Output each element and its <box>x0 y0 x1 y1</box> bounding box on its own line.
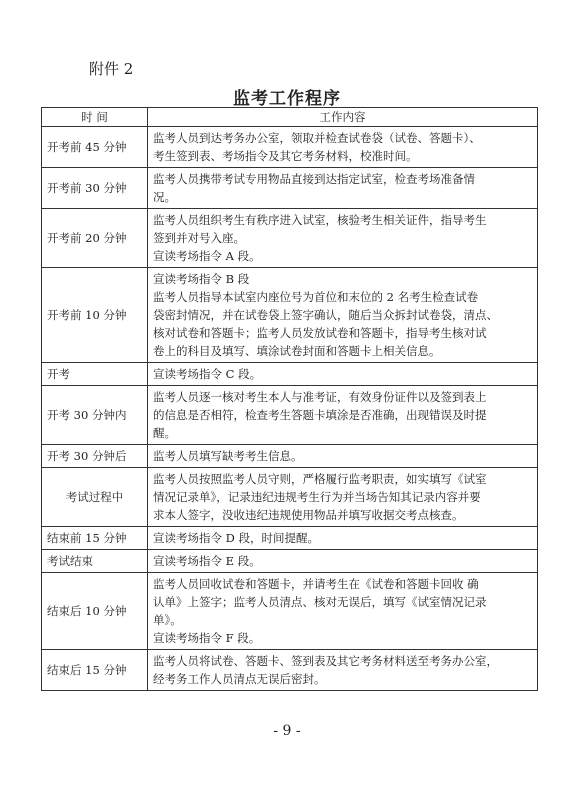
content-cell <box>148 527 538 550</box>
table-row <box>42 468 538 527</box>
content-line: 监考人员指导本试室内座位号为首位和末位的 2 名考生检查试卷 <box>153 290 479 304</box>
content-cell <box>148 445 538 468</box>
content-line: 核对试卷和答题卡；监考人员发放试卷和答题卡，指导考生核对试 <box>153 326 487 340</box>
content-line: 认单》上签字；监考人员清点、核对无误后，填写《试室情况记录 <box>153 595 487 609</box>
content-line: 监考人员回收试卷和答题卡，并请考生在《试卷和答题卡回收 确 <box>153 577 479 591</box>
time-cell: 开考前 20 分钟 <box>42 209 148 268</box>
content-line: 经考务工作人员清点无误后密封。 <box>153 672 326 686</box>
content-line: 考生签到表、考场指令及其它考务材料，校准时间。 <box>153 149 418 163</box>
content-line: 宣读考场指令 F 段。 <box>153 631 261 645</box>
content-line: 监考人员到达考务办公室，领取并检查试卷袋（试卷、答题卡）、 <box>153 131 481 145</box>
content-line: 监考人员逐一核对考生本人与准考证，有效身份证件以及签到表上 <box>153 390 487 404</box>
time-cell: 开考前 30 分钟 <box>42 168 148 209</box>
column-header-content: 工作内容 <box>148 108 538 127</box>
content-cell <box>148 127 538 168</box>
time-cell: 开考 30 分钟后 <box>42 445 148 468</box>
content-line: 况。 <box>153 190 176 204</box>
table-row <box>42 363 538 386</box>
content-line: 宣读考场指令 A 段。 <box>153 249 261 263</box>
table-row <box>42 550 538 573</box>
content-line: 宣读考场指令 C 段。 <box>153 367 262 381</box>
content-line: 监考人员将试卷、答题卡、签到表及其它考务材料送至考务办公室， <box>153 654 498 668</box>
time-cell: 考试结束 <box>42 550 148 573</box>
content-line: 宣读考场指令 D 段，时间提醒。 <box>153 531 320 545</box>
content-line: 监考人员携带考试专用物品直接到达指定试室，检查考场准备情 <box>153 172 475 186</box>
table-row <box>42 445 538 468</box>
page-number: - 9 - <box>273 723 301 739</box>
content-cell <box>148 468 538 527</box>
time-cell: 结束前 15 分钟 <box>42 527 148 550</box>
content-line: 单》。 <box>153 613 182 627</box>
content-line: 求本人签字，没收违纪违规使用物品并填写收据交考点核查。 <box>153 508 464 522</box>
table-row <box>42 127 538 168</box>
attachment-label: 附件 2 <box>89 60 134 78</box>
content-cell <box>148 363 538 386</box>
table-row <box>42 650 538 691</box>
table-body <box>42 127 538 691</box>
table-row <box>42 209 538 268</box>
content-cell <box>148 268 538 363</box>
document-title: 监考工作程序 <box>233 89 341 109</box>
content-line: 监考人员组织考生有秩序进入试室，核验考生相关证件，指导考生 <box>153 213 487 227</box>
content-line: 宣读考场指令 E 段。 <box>153 554 261 568</box>
content-cell <box>148 386 538 445</box>
content-cell <box>148 550 538 573</box>
content-line: 监考人员按照监考人员守则，严格履行监考职责，如实填写《试室 <box>153 472 487 486</box>
table-header-row <box>42 108 538 127</box>
content-cell <box>148 650 538 691</box>
content-line: 宣读考场指令 B 段 <box>153 272 250 286</box>
content-line: 情况记录单》，记录违纪违规考生行为并当场告知其记录内容并要 <box>153 490 481 504</box>
time-cell: 开考 <box>42 363 148 386</box>
procedure-table <box>41 107 538 691</box>
content-line: 醒。 <box>153 426 176 440</box>
content-line: 监考人员填写缺考考生信息。 <box>153 449 303 463</box>
table-row <box>42 573 538 650</box>
time-cell: 开考 30 分钟内 <box>42 386 148 445</box>
content-line: 袋密封情况，并在试卷袋上签字确认，随后当众拆封试卷袋，清点、 <box>153 308 498 322</box>
table-row <box>42 168 538 209</box>
content-cell <box>148 573 538 650</box>
content-cell <box>148 209 538 268</box>
table-row <box>42 386 538 445</box>
time-cell: 考试过程中 <box>42 468 148 527</box>
table-row <box>42 268 538 363</box>
time-cell: 开考前 10 分钟 <box>42 268 148 363</box>
content-line: 卷上的科目及填写、填涂试卷封面和答题卡上相关信息。 <box>153 344 441 358</box>
content-cell <box>148 168 538 209</box>
table-row <box>42 527 538 550</box>
column-header-time: 时 间 <box>42 108 148 127</box>
time-cell: 结束后 10 分钟 <box>42 573 148 650</box>
time-cell: 结束后 15 分钟 <box>42 650 148 691</box>
content-line: 的信息是否相符，检查考生答题卡填涂是否准确，出现错误及时提 <box>153 408 487 422</box>
time-cell: 开考前 45 分钟 <box>42 127 148 168</box>
content-line: 签到并对号入座。 <box>153 231 245 245</box>
